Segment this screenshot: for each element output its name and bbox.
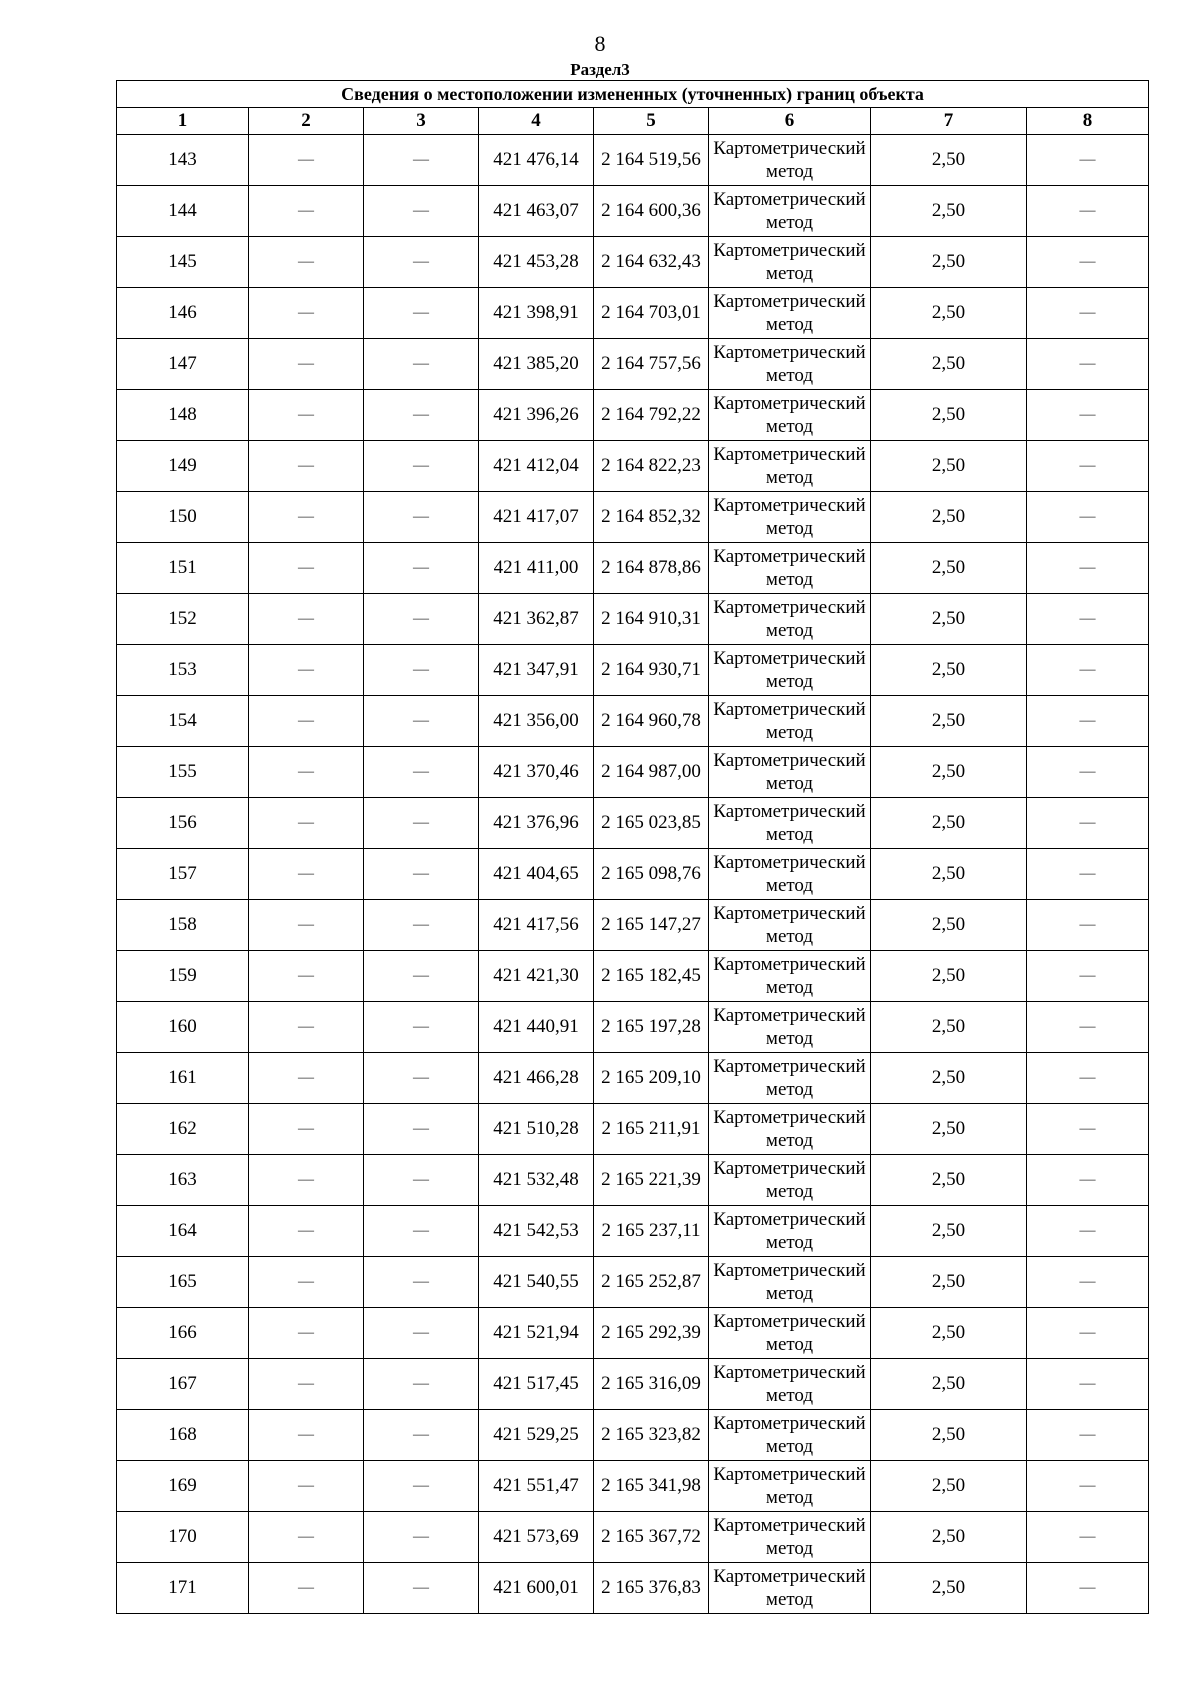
table-cell-col-1: 144 — [117, 186, 249, 237]
table-cell-col-6: Картометрический метод — [709, 951, 871, 1002]
table-cell-col-5: 2 165 147,27 — [594, 900, 709, 951]
table-cell-col-6: Картометрический метод — [709, 594, 871, 645]
table-cell-col-3: — — [364, 696, 479, 747]
table-row — [117, 1512, 1149, 1563]
table-cell-col-8: — — [1027, 1206, 1149, 1257]
table-cell-col-6: Картометрический метод — [709, 1359, 871, 1410]
table-cell-col-3: — — [364, 1308, 479, 1359]
table-cell-col-3: — — [364, 543, 479, 594]
table-row — [117, 951, 1149, 1002]
table-cell-col-7: 2,50 — [871, 1155, 1027, 1206]
table-cell-col-3: — — [364, 1257, 479, 1308]
table-cell-col-5: 2 165 023,85 — [594, 798, 709, 849]
table-cell-col-3: — — [364, 1155, 479, 1206]
table-cell-col-2: — — [249, 135, 364, 186]
table-cell-col-5: 2 164 632,43 — [594, 237, 709, 288]
table-cell-col-6: Картометрический метод — [709, 900, 871, 951]
table-cell-col-8: — — [1027, 1512, 1149, 1563]
table-cell-col-7: 2,50 — [871, 900, 1027, 951]
table-cell-col-6: Картометрический метод — [709, 288, 871, 339]
table-cell-col-6: Картометрический метод — [709, 441, 871, 492]
table-cell-col-8: — — [1027, 1359, 1149, 1410]
table-cell-col-2: — — [249, 696, 364, 747]
table-cell-col-5: 2 165 237,11 — [594, 1206, 709, 1257]
table-cell-col-2: — — [249, 798, 364, 849]
table-cell-col-4: 421 347,91 — [479, 645, 594, 696]
table-cell-col-8: — — [1027, 1155, 1149, 1206]
table-cell-col-5: 2 164 878,86 — [594, 543, 709, 594]
column-header-6: 6 — [709, 108, 871, 135]
table-row — [117, 441, 1149, 492]
table-cell-col-7: 2,50 — [871, 696, 1027, 747]
table-cell-col-1: 162 — [117, 1104, 249, 1155]
table-cell-col-1: 165 — [117, 1257, 249, 1308]
table-cell-col-2: — — [249, 1104, 364, 1155]
table-cell-col-6: Картометрический метод — [709, 237, 871, 288]
table-cell-col-3: — — [364, 594, 479, 645]
table-cell-col-6: Картометрический метод — [709, 849, 871, 900]
table-cell-col-3: — — [364, 1410, 479, 1461]
table-cell-col-1: 163 — [117, 1155, 249, 1206]
table-cell-col-6: Картометрический метод — [709, 747, 871, 798]
table-cell-col-5: 2 164 910,31 — [594, 594, 709, 645]
table-cell-col-5: 2 165 221,39 — [594, 1155, 709, 1206]
table-cell-col-8: — — [1027, 339, 1149, 390]
table-cell-col-8: — — [1027, 747, 1149, 798]
table-cell-col-1: 149 — [117, 441, 249, 492]
table-cell-col-3: — — [364, 288, 479, 339]
table-row — [117, 747, 1149, 798]
table-cell-col-7: 2,50 — [871, 645, 1027, 696]
table-cell-col-4: 421 600,01 — [479, 1563, 594, 1614]
table-cell-col-2: — — [249, 1308, 364, 1359]
table-cell-col-2: — — [249, 1410, 364, 1461]
table-cell-col-6: Картометрический метод — [709, 1461, 871, 1512]
table-cell-col-5: 2 164 703,01 — [594, 288, 709, 339]
table-row — [117, 1002, 1149, 1053]
table-cell-col-2: — — [249, 594, 364, 645]
table-cell-col-8: — — [1027, 696, 1149, 747]
table-cell-col-5: 2 165 209,10 — [594, 1053, 709, 1104]
table-cell-col-1: 143 — [117, 135, 249, 186]
table-row — [117, 186, 1149, 237]
table-cell-col-3: — — [364, 645, 479, 696]
table-row — [117, 1206, 1149, 1257]
table-cell-col-6: Картометрический метод — [709, 1206, 871, 1257]
table-cell-col-6: Картометрический метод — [709, 1257, 871, 1308]
table-cell-col-3: — — [364, 135, 479, 186]
table-cell-col-6: Картометрический метод — [709, 390, 871, 441]
table-cell-col-8: — — [1027, 1104, 1149, 1155]
table-cell-col-6: Картометрический метод — [709, 1002, 871, 1053]
table-cell-col-4: 421 517,45 — [479, 1359, 594, 1410]
table-cell-col-5: 2 164 600,36 — [594, 186, 709, 237]
table-cell-col-8: — — [1027, 390, 1149, 441]
table-cell-col-6: Картометрический метод — [709, 1512, 871, 1563]
table-cell-col-7: 2,50 — [871, 543, 1027, 594]
table-row — [117, 1155, 1149, 1206]
table-cell-col-8: — — [1027, 543, 1149, 594]
table-cell-col-3: — — [364, 492, 479, 543]
table-row — [117, 1359, 1149, 1410]
boundary-coordinates-table — [116, 80, 1149, 1614]
table-cell-col-4: 421 510,28 — [479, 1104, 594, 1155]
table-cell-col-2: — — [249, 1359, 364, 1410]
table-cell-col-1: 154 — [117, 696, 249, 747]
table-cell-col-5: 2 165 098,76 — [594, 849, 709, 900]
column-header-7: 7 — [871, 108, 1027, 135]
table-cell-col-7: 2,50 — [871, 237, 1027, 288]
table-cell-col-4: 421 551,47 — [479, 1461, 594, 1512]
table-cell-col-2: — — [249, 1512, 364, 1563]
table-cell-col-8: — — [1027, 1563, 1149, 1614]
table-cell-col-4: 421 356,00 — [479, 696, 594, 747]
column-header-8: 8 — [1027, 108, 1149, 135]
table-cell-col-4: 421 466,28 — [479, 1053, 594, 1104]
table-cell-col-2: — — [249, 339, 364, 390]
table-cell-col-5: 2 165 341,98 — [594, 1461, 709, 1512]
table-cell-col-8: — — [1027, 1461, 1149, 1512]
table-cell-col-5: 2 164 987,00 — [594, 747, 709, 798]
table-cell-col-8: — — [1027, 441, 1149, 492]
table-cell-col-5: 2 164 960,78 — [594, 696, 709, 747]
column-header-5: 5 — [594, 108, 709, 135]
column-header-2: 2 — [249, 108, 364, 135]
table-cell-col-8: — — [1027, 1053, 1149, 1104]
table-cell-col-3: — — [364, 798, 479, 849]
table-cell-col-1: 160 — [117, 1002, 249, 1053]
table-cell-col-1: 171 — [117, 1563, 249, 1614]
column-header-3: 3 — [364, 108, 479, 135]
table-cell-col-6: Картометрический метод — [709, 492, 871, 543]
table-cell-col-7: 2,50 — [871, 849, 1027, 900]
table-row — [117, 492, 1149, 543]
table-cell-col-4: 421 476,14 — [479, 135, 594, 186]
table-row — [117, 339, 1149, 390]
table-cell-col-3: — — [364, 390, 479, 441]
table-cell-col-3: — — [364, 900, 479, 951]
table-cell-col-5: 2 165 211,91 — [594, 1104, 709, 1155]
table-cell-col-8: — — [1027, 237, 1149, 288]
table-cell-col-2: — — [249, 441, 364, 492]
table-cell-col-1: 150 — [117, 492, 249, 543]
table-cell-col-4: 421 404,65 — [479, 849, 594, 900]
table-cell-col-4: 421 417,56 — [479, 900, 594, 951]
table-cell-col-5: 2 164 930,71 — [594, 645, 709, 696]
table-cell-col-6: Картометрический метод — [709, 1053, 871, 1104]
table-cell-col-2: — — [249, 390, 364, 441]
table-cell-col-5: 2 165 182,45 — [594, 951, 709, 1002]
table-cell-col-7: 2,50 — [871, 186, 1027, 237]
table-cell-col-8: — — [1027, 900, 1149, 951]
table-cell-col-3: — — [364, 1206, 479, 1257]
table-cell-col-1: 169 — [117, 1461, 249, 1512]
table-cell-col-4: 421 542,53 — [479, 1206, 594, 1257]
table-cell-col-4: 421 385,20 — [479, 339, 594, 390]
table-row — [117, 1104, 1149, 1155]
table-cell-col-4: 421 417,07 — [479, 492, 594, 543]
table-row — [117, 696, 1149, 747]
table-cell-col-1: 167 — [117, 1359, 249, 1410]
table-cell-col-7: 2,50 — [871, 441, 1027, 492]
table-row — [117, 288, 1149, 339]
table-cell-col-8: — — [1027, 1002, 1149, 1053]
table-cell-col-2: — — [249, 288, 364, 339]
table-cell-col-5: 2 165 316,09 — [594, 1359, 709, 1410]
column-header-4: 4 — [479, 108, 594, 135]
table-row — [117, 543, 1149, 594]
table-cell-col-8: — — [1027, 135, 1149, 186]
table-cell-col-4: 421 376,96 — [479, 798, 594, 849]
table-cell-col-7: 2,50 — [871, 1410, 1027, 1461]
table-cell-col-1: 157 — [117, 849, 249, 900]
table-cell-col-7: 2,50 — [871, 1257, 1027, 1308]
table-cell-col-5: 2 165 367,72 — [594, 1512, 709, 1563]
table-cell-col-6: Картометрический метод — [709, 1410, 871, 1461]
table-cell-col-2: — — [249, 849, 364, 900]
table-cell-col-5: 2 165 197,28 — [594, 1002, 709, 1053]
table-cell-col-3: — — [364, 1359, 479, 1410]
table-cell-col-3: — — [364, 1104, 479, 1155]
table-row — [117, 237, 1149, 288]
table-cell-col-2: — — [249, 1206, 364, 1257]
table-cell-col-4: 421 573,69 — [479, 1512, 594, 1563]
table-cell-col-7: 2,50 — [871, 1104, 1027, 1155]
table-cell-col-1: 151 — [117, 543, 249, 594]
table-cell-col-8: — — [1027, 1308, 1149, 1359]
table-cell-col-2: — — [249, 186, 364, 237]
table-cell-col-7: 2,50 — [871, 1563, 1027, 1614]
table-cell-col-2: — — [249, 543, 364, 594]
table-cell-col-6: Картометрический метод — [709, 135, 871, 186]
table-cell-col-3: — — [364, 1461, 479, 1512]
table-cell-col-6: Картометрический метод — [709, 645, 871, 696]
table-cell-col-1: 156 — [117, 798, 249, 849]
table-cell-col-1: 170 — [117, 1512, 249, 1563]
table-cell-col-2: — — [249, 900, 364, 951]
table-cell-col-1: 166 — [117, 1308, 249, 1359]
column-header-row — [117, 108, 1149, 135]
table-cell-col-6: Картометрический метод — [709, 186, 871, 237]
table-row — [117, 849, 1149, 900]
table-cell-col-8: — — [1027, 798, 1149, 849]
table-cell-col-7: 2,50 — [871, 1002, 1027, 1053]
page-number: 8 — [594, 31, 606, 56]
table-cell-col-1: 152 — [117, 594, 249, 645]
table-cell-col-7: 2,50 — [871, 492, 1027, 543]
table-cell-col-4: 421 412,04 — [479, 441, 594, 492]
table-cell-col-1: 159 — [117, 951, 249, 1002]
table-cell-col-7: 2,50 — [871, 594, 1027, 645]
table-cell-col-1: 146 — [117, 288, 249, 339]
table-row — [117, 135, 1149, 186]
table-cell-col-6: Картометрический метод — [709, 696, 871, 747]
table-row — [117, 594, 1149, 645]
table-cell-col-8: — — [1027, 492, 1149, 543]
table-body — [117, 135, 1149, 1614]
table-row — [117, 798, 1149, 849]
table-cell-col-5: 2 165 292,39 — [594, 1308, 709, 1359]
table-cell-col-2: — — [249, 492, 364, 543]
table-cell-col-5: 2 164 852,32 — [594, 492, 709, 543]
table-cell-col-6: Картометрический метод — [709, 339, 871, 390]
table-cell-col-5: 2 164 822,23 — [594, 441, 709, 492]
table-cell-col-7: 2,50 — [871, 1053, 1027, 1104]
table-cell-col-8: — — [1027, 1410, 1149, 1461]
table-cell-col-2: — — [249, 1257, 364, 1308]
table-cell-col-7: 2,50 — [871, 288, 1027, 339]
table-cell-col-1: 147 — [117, 339, 249, 390]
table-row — [117, 1563, 1149, 1614]
table-cell-col-4: 421 440,91 — [479, 1002, 594, 1053]
table-cell-col-7: 2,50 — [871, 339, 1027, 390]
table-cell-col-4: 421 370,46 — [479, 747, 594, 798]
table-row — [117, 1410, 1149, 1461]
table-cell-col-8: — — [1027, 1257, 1149, 1308]
table-cell-col-1: 153 — [117, 645, 249, 696]
table-cell-col-4: 421 463,07 — [479, 186, 594, 237]
table-cell-col-7: 2,50 — [871, 798, 1027, 849]
table-cell-col-6: Картометрический метод — [709, 798, 871, 849]
table-cell-col-5: 2 164 757,56 — [594, 339, 709, 390]
table-cell-col-3: — — [364, 186, 479, 237]
table-cell-col-2: — — [249, 951, 364, 1002]
table-row — [117, 1461, 1149, 1512]
table-cell-col-3: — — [364, 849, 479, 900]
table-cell-col-3: — — [364, 237, 479, 288]
section-title: Раздел3 — [570, 60, 630, 79]
table-cell-col-4: 421 362,87 — [479, 594, 594, 645]
table-cell-col-4: 421 521,94 — [479, 1308, 594, 1359]
table-cell-col-4: 421 532,48 — [479, 1155, 594, 1206]
table-cell-col-2: — — [249, 1563, 364, 1614]
table-cell-col-3: — — [364, 1512, 479, 1563]
table-cell-col-1: 145 — [117, 237, 249, 288]
table-cell-col-6: Картометрический метод — [709, 1308, 871, 1359]
table-cell-col-1: 161 — [117, 1053, 249, 1104]
table-cell-col-3: — — [364, 1053, 479, 1104]
column-header-1: 1 — [117, 108, 249, 135]
table-cell-col-5: 2 165 376,83 — [594, 1563, 709, 1614]
table-cell-col-1: 168 — [117, 1410, 249, 1461]
table-cell-col-2: — — [249, 237, 364, 288]
table-cell-col-2: — — [249, 747, 364, 798]
table-cell-col-6: Картометрический метод — [709, 543, 871, 594]
table-row — [117, 1053, 1149, 1104]
table-cell-col-8: — — [1027, 288, 1149, 339]
table-cell-col-5: 2 164 792,22 — [594, 390, 709, 441]
table-cell-col-7: 2,50 — [871, 1359, 1027, 1410]
table-cell-col-7: 2,50 — [871, 135, 1027, 186]
table-cell-col-4: 421 453,28 — [479, 237, 594, 288]
table-cell-col-2: — — [249, 645, 364, 696]
table-cell-col-8: — — [1027, 186, 1149, 237]
table-cell-col-5: 2 165 252,87 — [594, 1257, 709, 1308]
table-cell-col-5: 2 164 519,56 — [594, 135, 709, 186]
table-cell-col-7: 2,50 — [871, 390, 1027, 441]
table-cell-col-4: 421 529,25 — [479, 1410, 594, 1461]
table-cell-col-8: — — [1027, 951, 1149, 1002]
table-cell-col-1: 164 — [117, 1206, 249, 1257]
table-cell-col-2: — — [249, 1053, 364, 1104]
table-cell-col-4: 421 398,91 — [479, 288, 594, 339]
table-cell-col-3: — — [364, 441, 479, 492]
table-cell-col-7: 2,50 — [871, 1206, 1027, 1257]
table-cell-col-5: 2 165 323,82 — [594, 1410, 709, 1461]
table-cell-col-6: Картометрический метод — [709, 1104, 871, 1155]
table-cell-col-4: 421 421,30 — [479, 951, 594, 1002]
table-cell-col-7: 2,50 — [871, 951, 1027, 1002]
table-caption: Сведения о местоположении измененных (уточненных) границ объекта — [117, 81, 1149, 108]
table-cell-col-2: — — [249, 1461, 364, 1512]
table-cell-col-2: — — [249, 1155, 364, 1206]
table-cell-col-4: 421 540,55 — [479, 1257, 594, 1308]
table-cell-col-7: 2,50 — [871, 1461, 1027, 1512]
table-cell-col-1: 155 — [117, 747, 249, 798]
table-cell-col-3: — — [364, 1002, 479, 1053]
table-cell-col-6: Картометрический метод — [709, 1155, 871, 1206]
table-row — [117, 645, 1149, 696]
table-row — [117, 900, 1149, 951]
table-row — [117, 1257, 1149, 1308]
table-cell-col-3: — — [364, 747, 479, 798]
table-cell-col-7: 2,50 — [871, 747, 1027, 798]
table-cell-col-3: — — [364, 1563, 479, 1614]
table-cell-col-6: Картометрический метод — [709, 1563, 871, 1614]
table-cell-col-7: 2,50 — [871, 1308, 1027, 1359]
table-cell-col-3: — — [364, 339, 479, 390]
table-cell-col-8: — — [1027, 594, 1149, 645]
table-cell-col-2: — — [249, 1002, 364, 1053]
table-cell-col-8: — — [1027, 849, 1149, 900]
table-cell-col-7: 2,50 — [871, 1512, 1027, 1563]
table-cell-col-1: 158 — [117, 900, 249, 951]
table-cell-col-4: 421 411,00 — [479, 543, 594, 594]
table-row — [117, 1308, 1149, 1359]
table-cell-col-1: 148 — [117, 390, 249, 441]
table-cell-col-4: 421 396,26 — [479, 390, 594, 441]
table-row — [117, 390, 1149, 441]
table-cell-col-3: — — [364, 951, 479, 1002]
table-cell-col-8: — — [1027, 645, 1149, 696]
